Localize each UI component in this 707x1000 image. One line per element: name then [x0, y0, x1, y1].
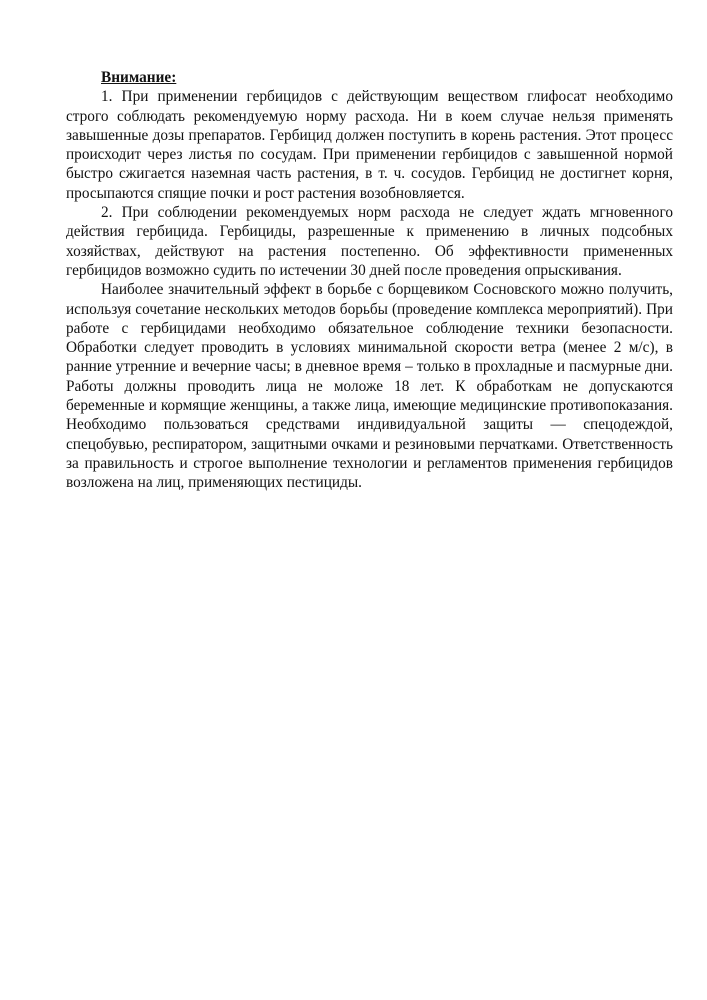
paragraph-glyphosate-dosage: 1. При применении гербицидов с действующим веществом глифосат необходимо строго соблюдать рекомендуемую норму расхода. Ни в коем случае нельзя применять завышенные дозы препаратов. Гербицид должен поступить в корень растения. Этот процесс происходит через листья по сосудам. При применении гербицидов с завышенной нормой быстро сжигается наземная часть растения, в т. ч. сосудов. Гербицид не достигнет корня, просыпаются спящие почки и рост растения возобновляется. [66, 88, 673, 202]
document-body [66, 68, 673, 493]
paragraph-safety-measures: Наиболее значительный эффект в борьбе с борщевиком Сосновского можно получить, используя сочетание нескольких методов борьбы (проведение комплекса мероприятий). При работе с гербицидами необходимо обязательное соблюдение техники безопасности. Обработки следует проводить в условиях минимальной скорости ветра (менее 2 м/с), в ранние утренние и вечерние часы; в дневное время – только в прохладные и пасмурные дни. Работы должны проводить лица не моложе 18 лет. К обработкам не допускаются беременные и кормящие женщины, а также лица, имеющие медицинские противопоказания. Необходимо пользоваться средствами индивидуальной защиты — спецодеждой, спецобувью, респиратором, защитными очками и резиновыми перчатками. Ответственность за правильность и строгое выполнение технологии и регламентов применения гербицидов возложена на лиц, применяющих пестициды. [66, 281, 673, 492]
attention-heading: Внимание: [101, 69, 177, 86]
paragraph-herbicide-timing: 2. При соблюдении рекомендуемых норм расхода не следует ждать мгновенного действия гербицида. Гербициды, разрешенные к применению в личных подсобных хозяйствах, действуют на растения постепенно. Об эффективности примененных гербицидов возможно судить по истечении 30 дней после проведения опрыскивания. [66, 204, 673, 279]
